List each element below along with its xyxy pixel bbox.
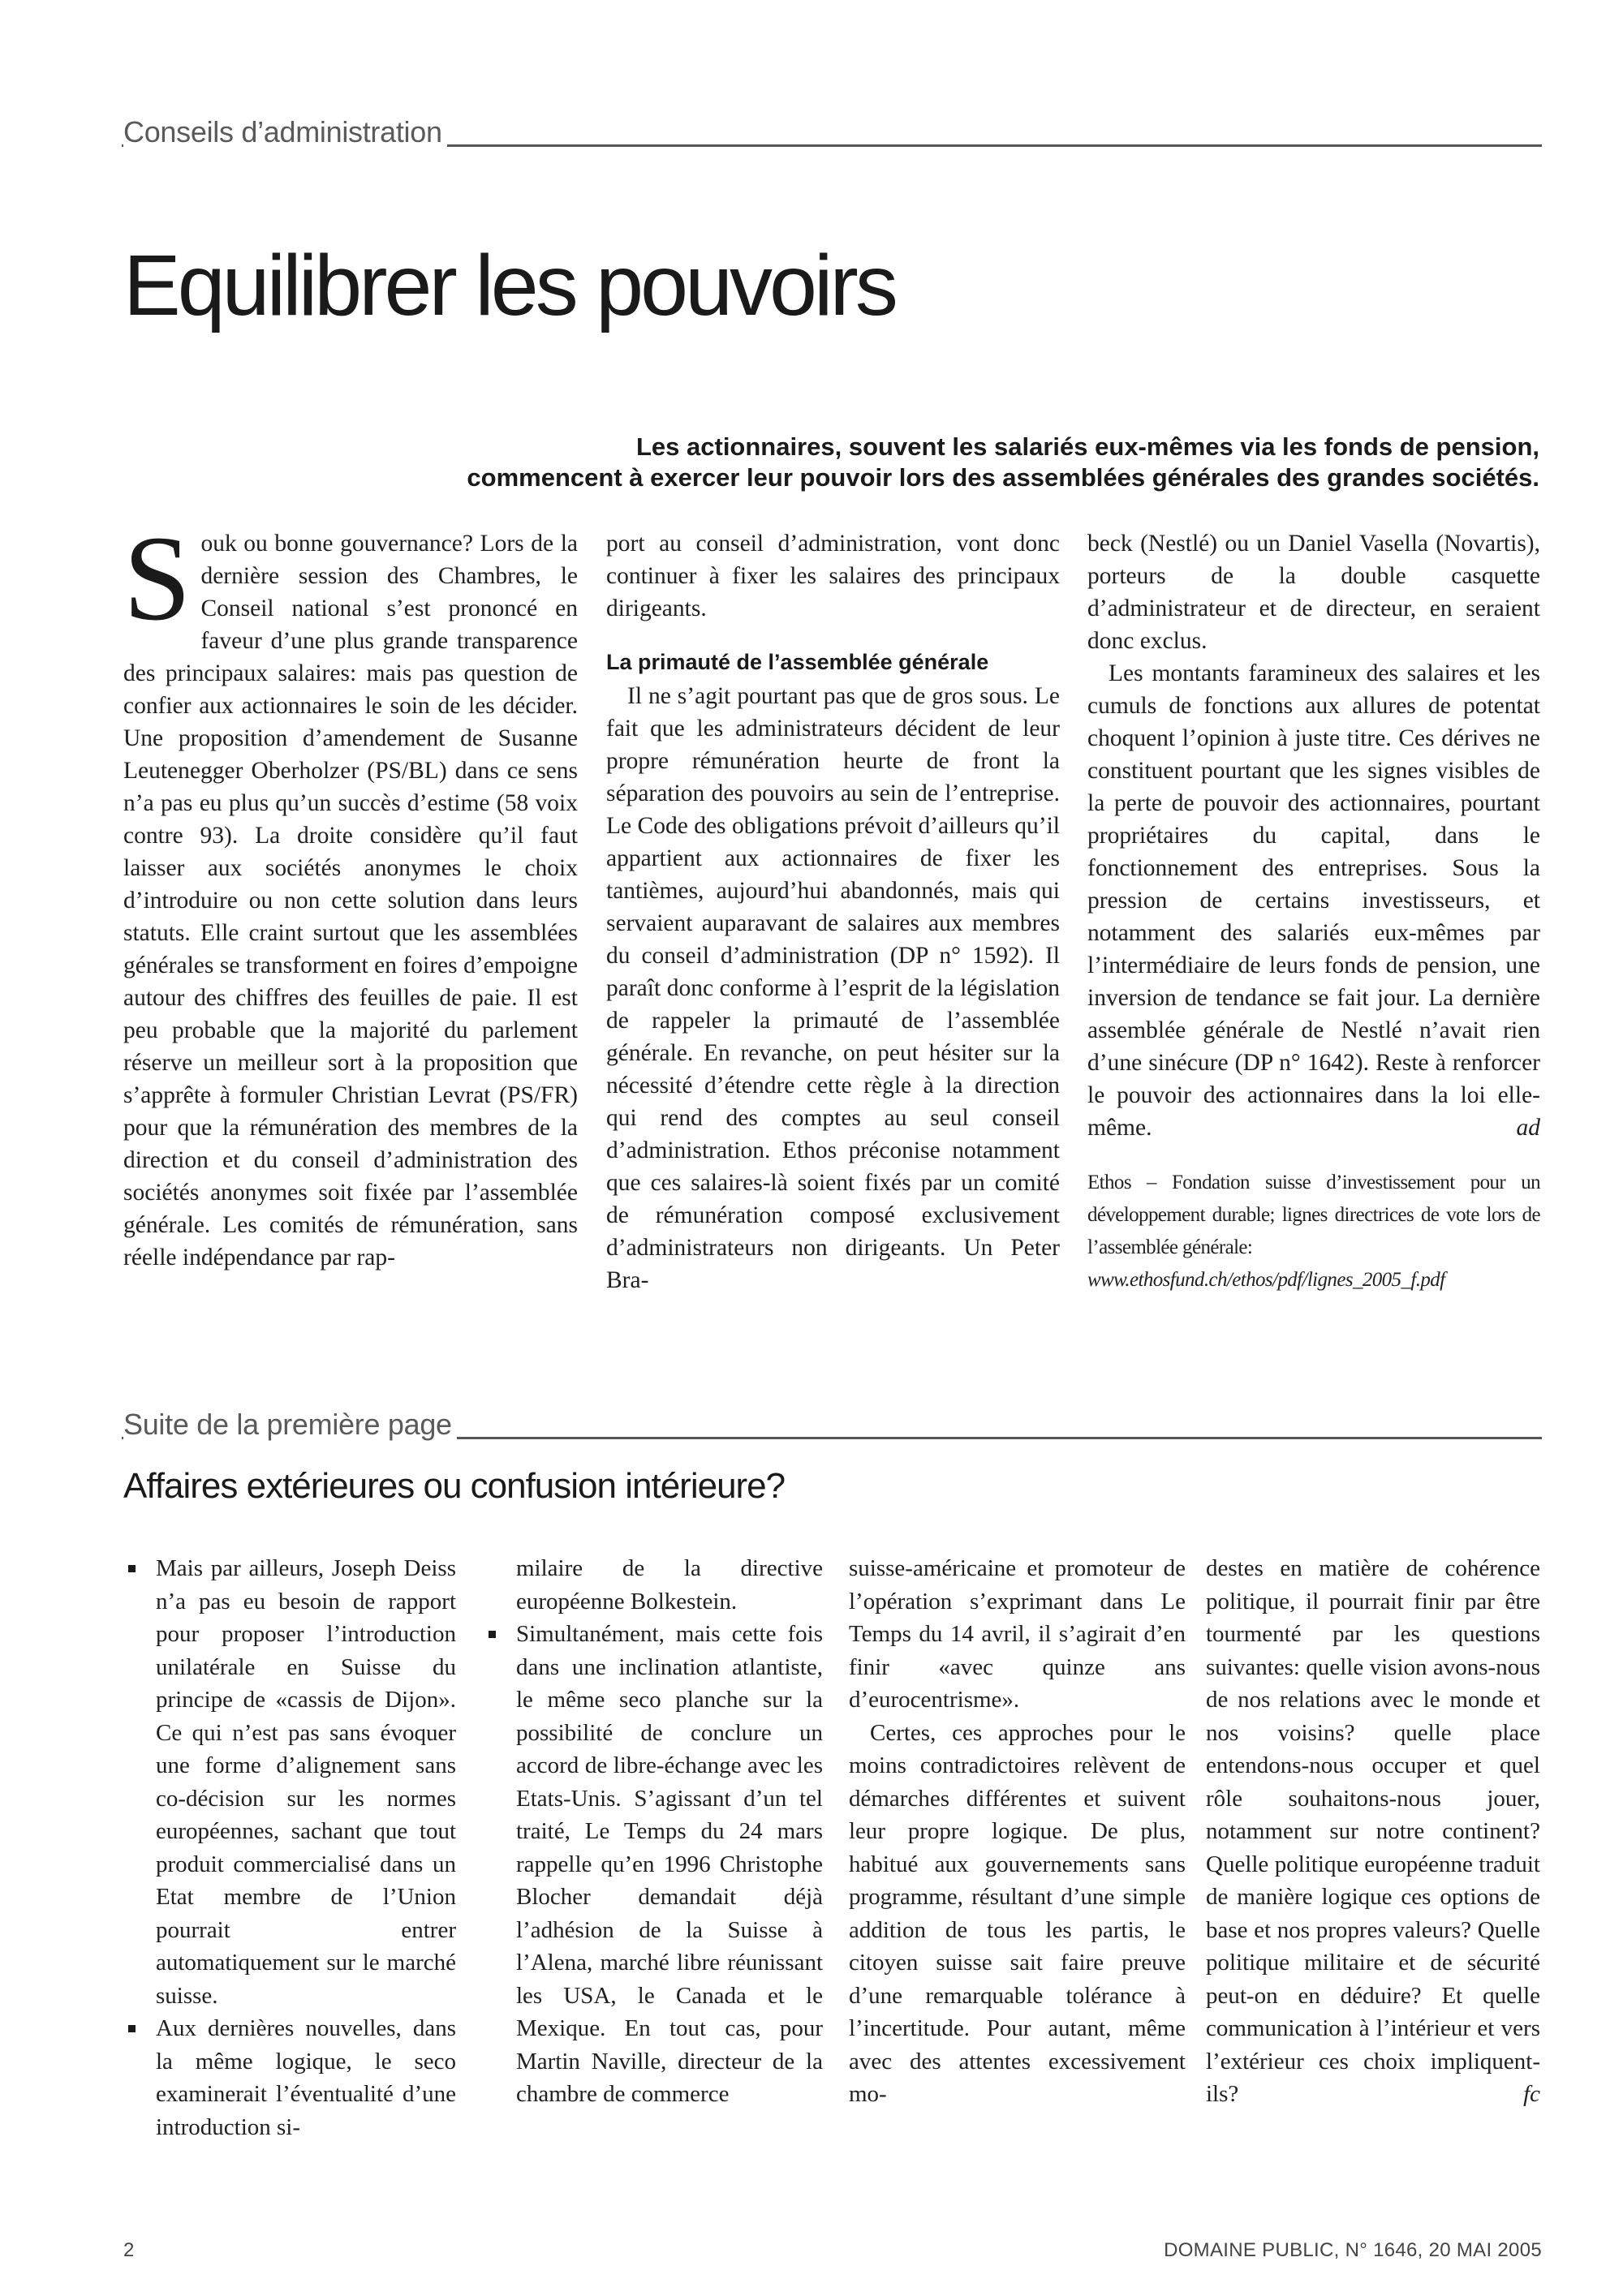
author-signature: ad	[1516, 1115, 1540, 1141]
bottom-column-1	[123, 1552, 456, 2143]
publication-info: DOMAINE PUBLIC, N° 1646, 20 MAI 2005	[1164, 2239, 1542, 2261]
bullet-icon	[128, 1565, 136, 1572]
article-column-1	[123, 511, 578, 1274]
section-title: Affaires extérieures ou confusion intérieure?	[123, 1466, 786, 1506]
section-header-bottom	[122, 1404, 1542, 1439]
paragraph: Certes, ces approches pour le moins contradictoires relèvent de démarches différentes et suivent leur propre logique. De plus, habitué aux gouvernements sans programme, résultant d’une simple addition de tous les partis, le citoyen suisse sait faire preuve d’une remarquable tolérance à l’incertitude. Pour autant, même avec des attentes excessivement mo-	[849, 1719, 1186, 2107]
page-number: 2	[123, 2239, 135, 2261]
article-column-3	[1087, 527, 1540, 1296]
article-lead	[162, 432, 1539, 493]
reference-note: Ethos – Fondation suisse d’investissement pour un développement durable; lignes directrices de vote lors de l’assemblée générale: www.ethosfund.ch/ethos/pdf/lignes_2005_f.pdf	[1087, 1172, 1540, 1291]
paragraph: destes en matière de cohérence politique, il pourrait finir par être tourmenté par les questions suivantes: quelle vision avons-nous de nos relations avec le monde et nos voisins? quelle place entendons-nous occuper et quel rôle souhaitons-nous jouer, notamment sur notre continent? Quelle politique européenne traduit de manière logique ces options de base et nos propres valeurs? Quelle politique militaire et de sécurité peut-on en déduire? Et quelle communication à l’intérieur et vers l’extérieur ces choix impliquent-ils? fc	[1206, 1552, 1540, 2111]
bottom-column-3	[849, 1552, 1186, 2111]
bullet-icon	[128, 2025, 136, 2032]
bottom-column-4	[1206, 1552, 1540, 2111]
paragraph: suisse-américaine et promoteur de l’opération s’exprimant dans Le Temps du 14 avril, il s’agirait d’en finir «avec quinze ans d’eurocentrisme».	[849, 1555, 1186, 1713]
paragraph: Il ne s’agit pourtant pas que de gros sous. Le fait que les administrateurs décident de leur propre rémunération heurte de front la séparation des pouvoirs au sein de l’entreprise. Le Code des obligations prévoit d’ailleurs qu’il appartient aux actionnaires de fixer les tantièmes, aujourd’hui abandonnés, mais qui servaient auparavant de salaires aux membres du conseil d’administration (DP n° 1592). Il paraît donc conforme à l’esprit de la législation de rappeler la primauté de l’assemblée générale. En revanche, on peut hésiter sur la nécessité d’étendre cette règle à la direction qui rend des comptes au seul conseil d’administration. Ethos préconise notamment que ces salaires-là soient fixés par un comité de rémunération composé exclusivement d’administrateurs non dirigeants. Un Peter Bra-	[606, 683, 1060, 1293]
lead-line-1: Les actionnaires, souvent les salariés eux-mêmes via les fonds de pension,	[635, 432, 1539, 461]
lead-line-2: commencent à exercer leur pouvoir lors des assemblées générales des grandes sociétés.	[467, 463, 1539, 492]
paragraph: beck (Nestlé) ou un Daniel Vasella (Novartis), porteurs de la double casquette d’administrateur et de directeur, en seraient donc exclus.	[1087, 531, 1540, 654]
paragraph: Les montants faramineux des salaires et les cumuls de fonctions aux allures de potentat choquent l’opinion à juste titre. Ces dérives ne constituent pourtant que les signes visibles de la perte de pouvoir des actionnaires, pourtant propriétaires du capital, dans le fonctionnement des entreprises. Sous la pression de certains investisseurs, et notamment des salariés eux-mêmes par l’intermédiaire de leurs fonds de pension, une inversion de tendance se fait jour. La dernière assemblée générale de Nestlé n’avait rien d’une sinécure (DP n° 1642). Reste à renforcer le pouvoir des actionnaires dans la loi elle-même. ad	[1087, 657, 1540, 1144]
paragraph: Souk ou bonne gouvernance? Lors de la dernière session des Chambres, le Conseil national s’est prononcé en faveur d’une plus grande transparence des principaux salaires: mais pas question de confier aux actionnaires le soin de les décider. Une proposition d’amendement de Susanne Leutenegger Oberholzer (PS/BL) dans ce sens n’a pas eu plus qu’un succès d’estime (58 voix contre 93). La droite considère qu’il faut laisser aux sociétés anonymes le choix d’introduire ou non cette solution dans leurs statuts. Elle craint surtout que les assemblées générales se transforment en foires d’empoigne autour des chiffres des feuilles de paie. Il est peu probable que la majorité du parlement réserve un meilleur sort à la proposition que s’apprête à formuler Christian Levrat (PS/FR) pour que la rémunération des membres de la direction et du conseil d’administration des sociétés anonymes soit fixée par l’assemblée générale. Les comités de rémunération, sans réelle indépendance par rap-	[123, 511, 578, 1271]
section-label: Conseils d’administration	[123, 115, 447, 149]
paragraph: port au conseil d’administration, vont donc continuer à fixer les salaires des principaux dirigeants.	[606, 531, 1060, 621]
article-title: Equilibrer les pouvoirs	[123, 238, 895, 333]
bullet-item: Simultanément, mais cette fois dans une inclination atlantiste, le même seco planche sur la possibilité de conclure un accord de libre-échange avec les Etats-Unis. S’agissant d’un tel traité, Le Temps du 24 mars rappelle qu’en 1996 Christophe Blocher demandait déjà l’adhésion de la Suisse à l’Alena, marché libre réunissant les USA, le Canada et le Mexique. En tout cas, pour Martin Naville, directeur de la chambre de commerce	[484, 1618, 823, 2111]
bottom-column-2	[484, 1552, 823, 2111]
author-signature: fc	[1523, 2081, 1540, 2107]
paragraph: milaire de la directive européenne Bolkestein.	[516, 1555, 823, 1615]
section-header-top	[122, 112, 1542, 147]
article-subhead: La primauté de l’assemblée générale	[606, 650, 989, 674]
bullet-item: Mais par ailleurs, Joseph Deiss n’a pas eu besoin de rapport pour proposer l’introduction unilatérale en Suisse du principe de «cassis de Dijon». Ce qui n’est pas sans évoquer une forme d’alignement sans co-décision sur les normes européennes, sachant que tout produit commercialisé dans un Etat membre de l’Union pourrait entrer automatiquement sur le marché suisse.	[123, 1552, 456, 2012]
reference-link[interactable]: www.ethosfund.ch/ethos/pdf/lignes_2005_f.pdf	[1087, 1269, 1445, 1291]
bullet-icon	[489, 1631, 496, 1638]
article-column-2	[606, 527, 1060, 1296]
bullet-item: Aux dernières nouvelles, dans la même logique, le seco examinerait l’éventualité d’une introduction si-	[123, 2012, 456, 2143]
section-label: Suite de la première page	[123, 1408, 457, 1442]
drop-cap: S	[123, 511, 192, 646]
